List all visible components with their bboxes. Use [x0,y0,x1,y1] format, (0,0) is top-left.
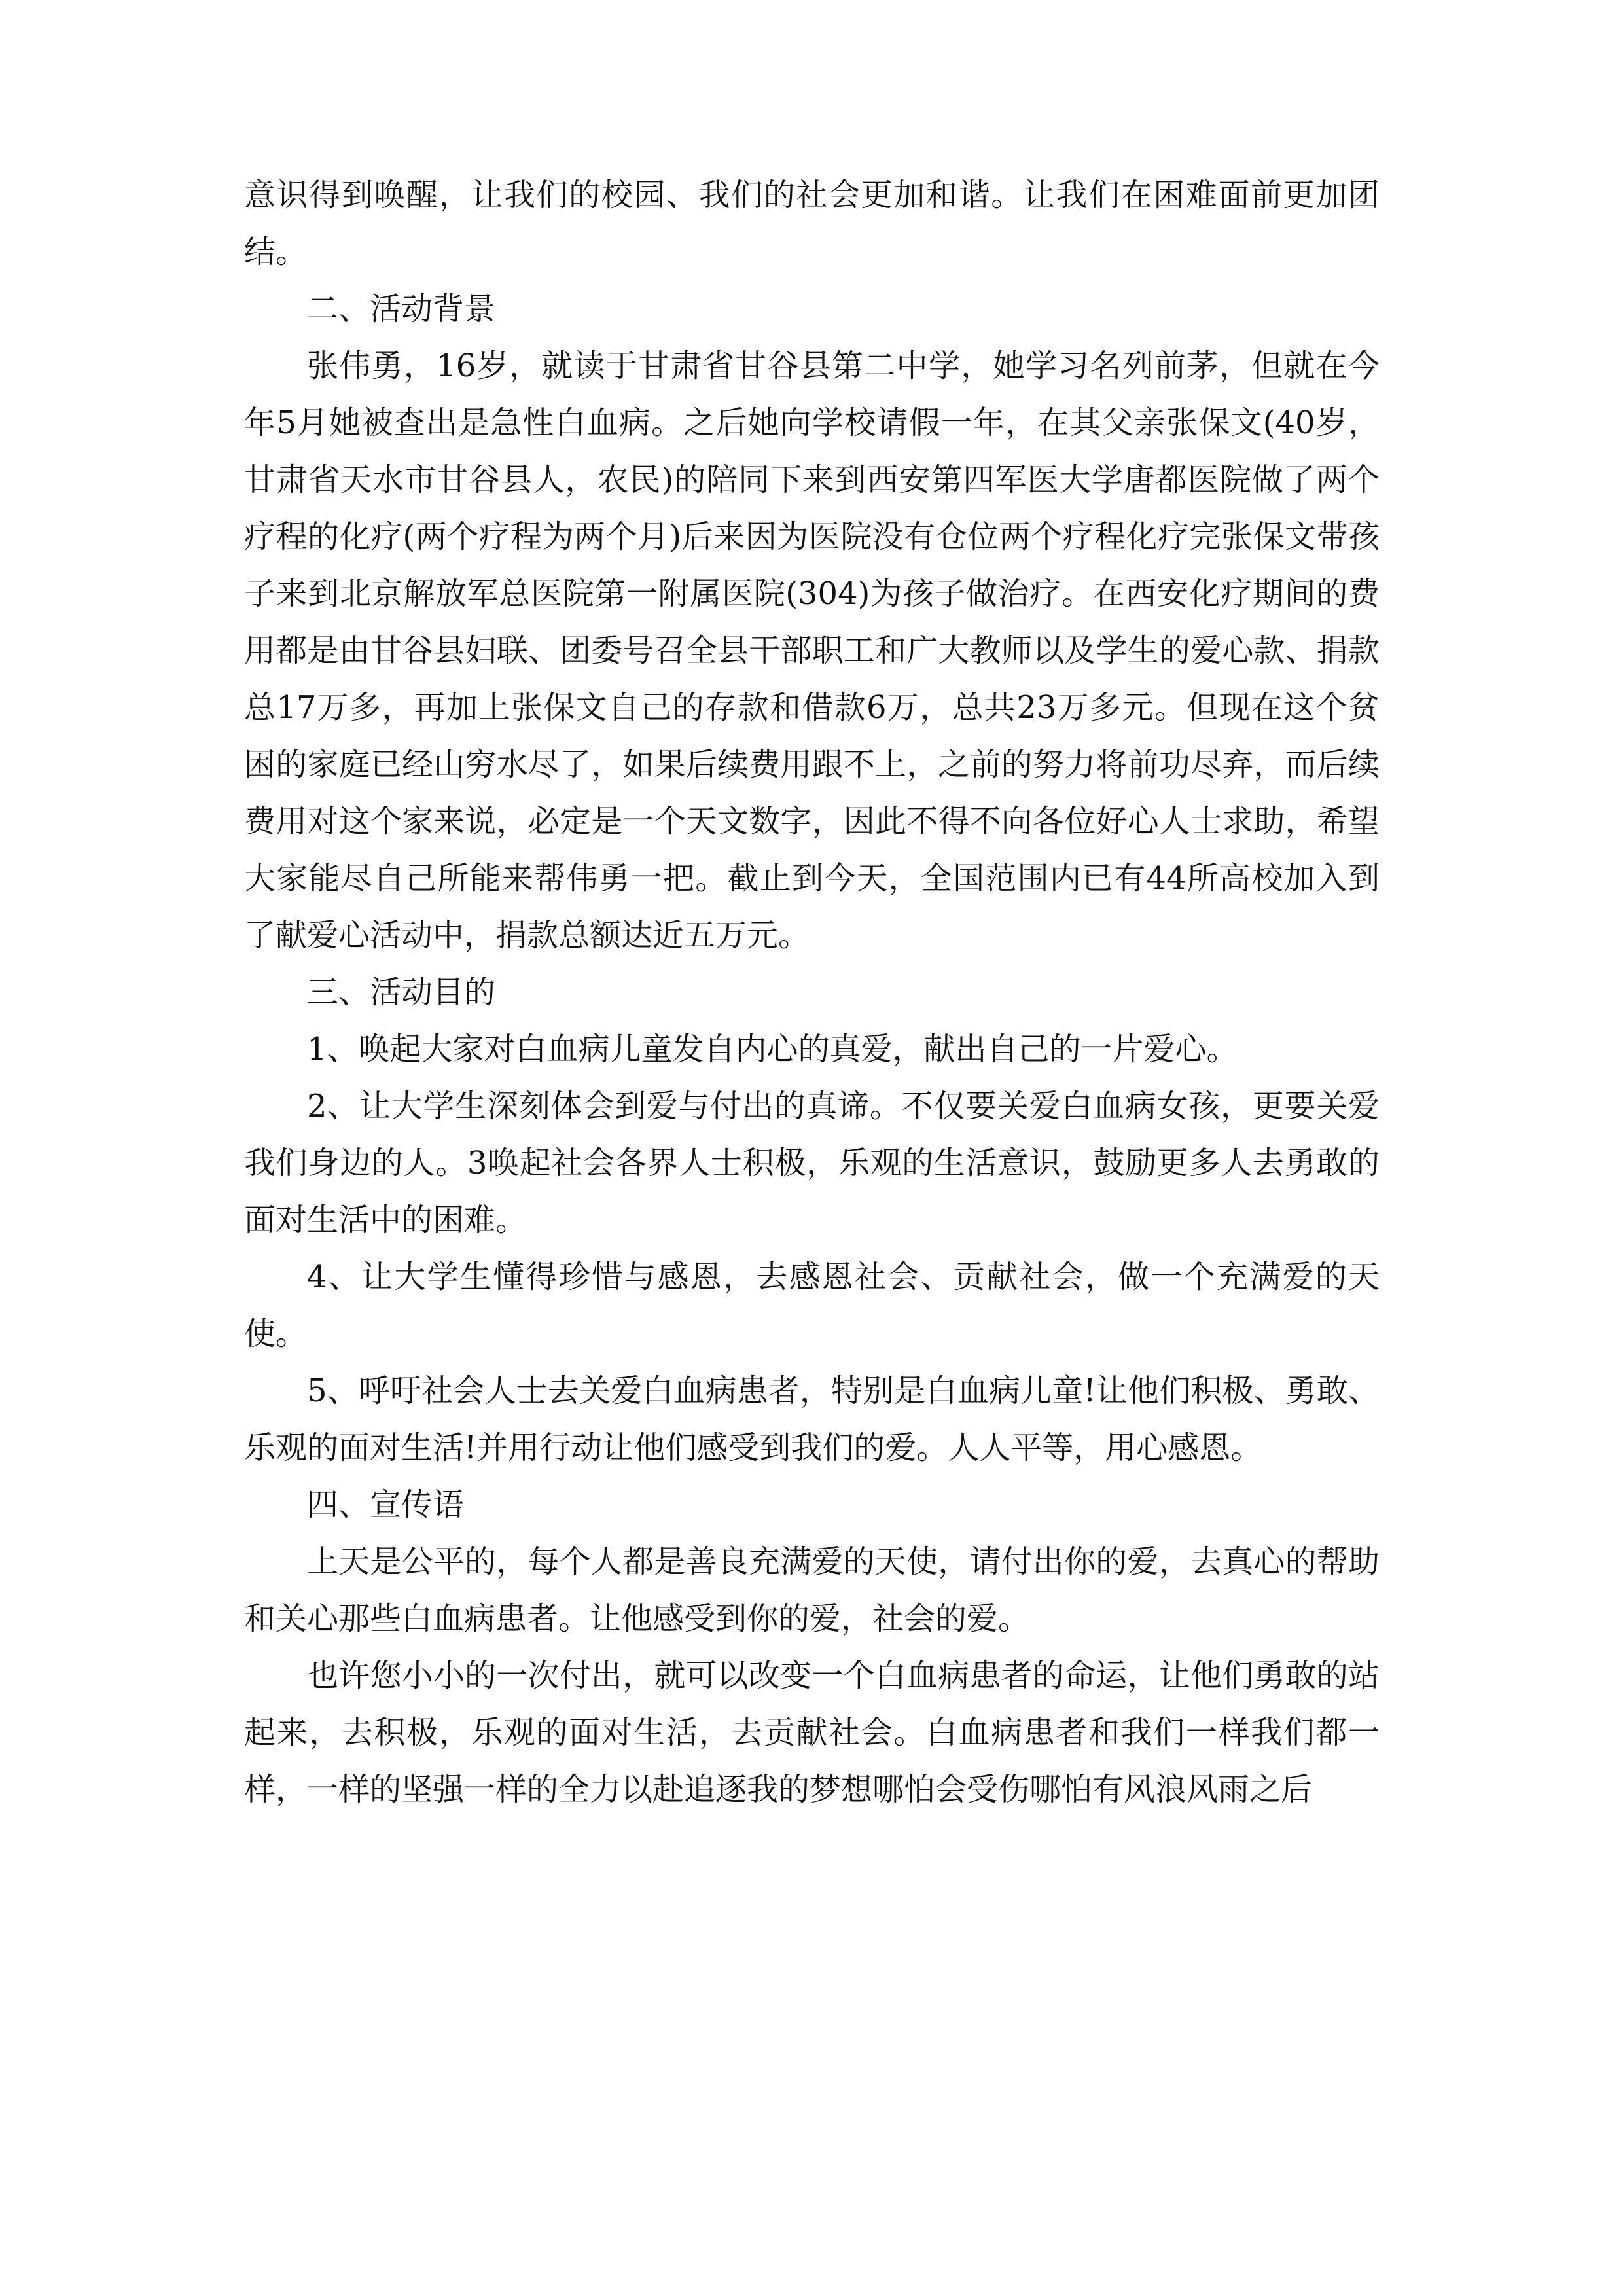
slogan-paragraph-2: 也许您小小的一次付出，就可以改变一个白血病患者的命运，让他们勇敢的站起来，去积极，乐观的面对生活，去贡献社会。白血病患者和我们一样我们都一样，一样的坚强一样的全力以赴追逐我的梦想哪怕会受伤哪怕有风浪风雨之后 [244,1657,1380,1808]
purpose-item-5: 5、呼吁社会人士去关爱白血病患者，特别是白血病儿童!让他们积极、勇敢、乐观的面对生活!并用行动让他们感受到我们的爱。人人平等，用心感恩。 [244,1372,1380,1466]
slogan-paragraph-1: 上天是公平的，每个人都是善良充满爱的天使，请付出你的爱，去真心的帮助和关心那些白血病患者。让他感受到你的爱，社会的爱。 [244,1543,1380,1637]
paragraph-continuation: 意识得到唤醒，让我们的校园、我们的社会更加和谐。让我们在困难面前更加团结。 [244,177,1380,270]
purpose-item-1: 1、唤起大家对白血病儿童发自内心的真爱，献出自己的一片爱心。 [307,1031,1238,1067]
document-body [244,167,1380,1818]
paragraph-background: 张伟勇，16岁，就读于甘肃省甘谷县第二中学，她学习名列前茅，但就在今年5月她被查出是急性白血病。之后她向学校请假一年，在其父亲张保文(40岁，甘肃省天水市甘谷县人，农民)的陪同下来到西安第四军医大学唐都医院做了两个疗程的化疗(两个疗程为两个月)后来因为医院没有仓位两个疗程化疗完张保文带孩子来到北京解放军总医院第一附属医院(304)为孩子做治疗。在西安化疗期间的费用都是由甘谷县妇联、团委号召全县干部职工和广大教师以及学生的爱心款、捐款总17万多，再加上张保文自己的存款和借款6万，总共23万多元。但现在这个贫困的家庭已经山穷水尽了，如果后续费用跟不上，之前的努力将前功尽弃，而后续费用对这个家来说，必定是一个天文数字，因此不得不向各位好心人士求助，希望大家能尽自己所能来帮伟勇一把。截止到今天，全国范围内已有44所高校加入到了献爱心活动中，捐款总额达近五万元。 [244,348,1380,954]
section-heading-purpose: 三、活动目的 [307,974,496,1011]
section-heading-slogan: 四、宣传语 [307,1486,465,1523]
section-heading-background: 二、活动背景 [307,291,496,327]
purpose-item-4: 4、让大学生懂得珍惜与感恩，去感恩社会、贡献社会，做一个充满爱的天使。 [244,1259,1380,1352]
purpose-item-2: 2、让大学生深刻体会到爱与付出的真谛。不仅要关爱白血病女孩，更要关爱我们身边的人。3唤起社会各界人士积极，乐观的生活意识，鼓励更多人去勇敢的面对生活中的困难。 [244,1088,1380,1238]
